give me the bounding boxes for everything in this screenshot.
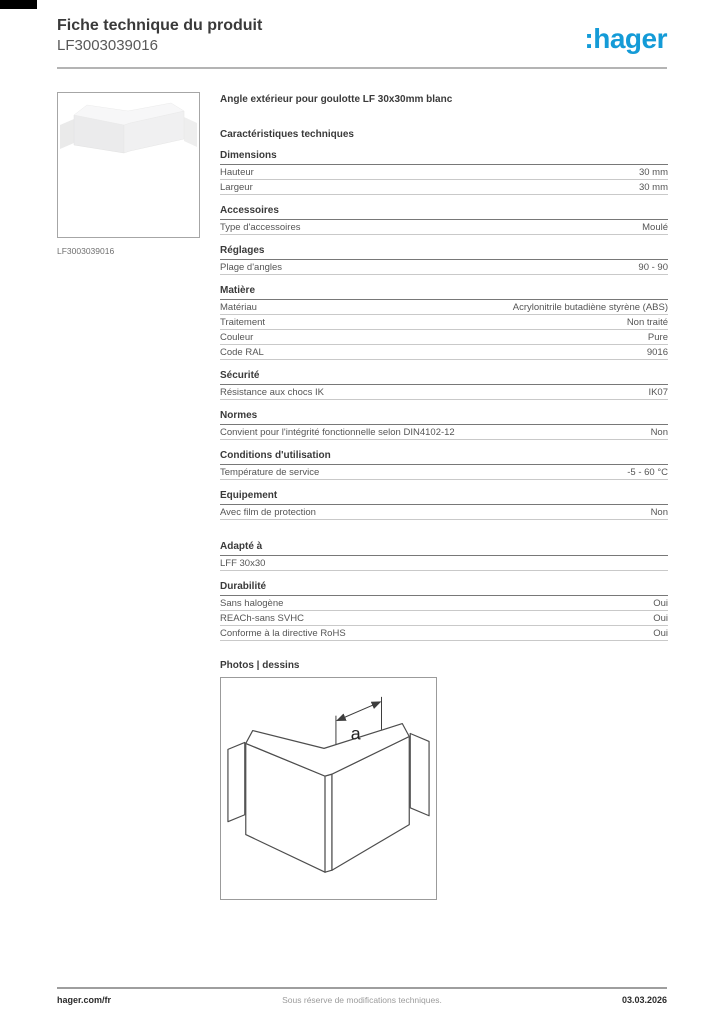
product-image-column [57,92,205,256]
spec-section-rows [220,385,668,400]
spec-section-title: Durabilité [220,581,668,596]
header-divider [57,67,667,69]
spec-row-value: 30 mm [638,166,668,178]
spec-row [220,330,668,345]
spec-row [220,505,668,520]
spec-row-label: Avec film de protection [220,506,316,518]
photos-heading: Photos | dessins [220,660,300,671]
spec-row-label: Traitement [220,316,266,328]
spec-section-rows [220,220,668,235]
spec-row [220,556,668,571]
product-name: Angle extérieur pour goulotte LF 30x30mm blanc [220,94,453,105]
spec-row [220,315,668,330]
spec-row-label: Couleur [220,331,254,343]
spec-row-label: Sans halogène [220,597,284,609]
main-content [57,91,668,900]
spec-row [220,626,668,641]
spec-row-label: Plage d'angles [220,261,283,273]
spec-section [220,490,668,520]
spec-row-value: 9016 [646,346,668,358]
spec-section [220,541,668,571]
spec-row-value: Oui [653,612,668,624]
spec-row-label: Matériau [220,301,257,313]
spec-row [220,425,668,440]
spec-section [220,245,668,275]
page-corner-mark [0,0,37,9]
spec-row-value: Non [650,506,668,518]
spec-row [220,300,668,315]
spec-row [220,260,668,275]
spec-section [220,370,668,400]
spec-row-value: -5 - 60 °C [627,466,668,478]
spec-row-label: Température de service [220,466,320,478]
spec-row [220,465,668,480]
technical-drawing-render [221,678,436,899]
spec-section-rows [220,300,668,360]
technical-drawing [220,677,437,900]
spec-row [220,596,668,611]
hager-logo: :hager [584,23,667,54]
spec-row-label: Conforme à la directive RoHS [220,627,346,639]
spec-section [220,581,668,641]
spec-section-title: Dimensions [220,150,668,165]
spec-row-value: IK07 [648,386,668,398]
spec-row-label: Hauteur [220,166,254,178]
spec-heading: Caractéristiques techniques [220,129,354,140]
spec-sections [220,150,668,641]
spec-row-value: Pure [647,331,668,343]
page-title: Fiche technique du produit [57,17,263,34]
spec-row-value: Non traité [626,316,668,328]
spec-row-value: Oui [653,597,668,609]
spec-row [220,180,668,195]
spec-section [220,410,668,440]
spec-section [220,450,668,480]
spec-row-label: Largeur [220,181,253,193]
spec-section-title: Equipement [220,490,668,505]
spec-section [220,150,668,195]
spec-section [220,285,668,360]
spec-section-rows [220,465,668,480]
spec-row-label: Type d'accessoires [220,221,301,233]
product-photo-caption: LF3003039016 [57,246,115,256]
spec-section-rows [220,505,668,520]
spec-row-label: REACh-sans SVHC [220,612,304,624]
spec-row-value: Oui [653,627,668,639]
spec-row-value: 90 - 90 [638,261,668,273]
page-header [57,17,667,55]
spec-column [220,91,668,900]
product-reference: LF3003039016 [57,37,158,55]
spec-row-label: Résistance aux chocs IK [220,386,325,398]
footer-website-link[interactable]: hager.com/fr [57,995,112,1005]
spec-row-label: Code RAL [220,346,264,358]
spec-row-value: 30 mm [638,181,668,193]
spec-row [220,220,668,235]
spec-section-rows [220,556,668,571]
spec-row [220,345,668,360]
spec-section-title: Sécurité [220,370,668,385]
spec-row-value: Acrylonitrile butadiène styrène (ABS) [512,301,668,313]
spec-section [220,205,668,235]
spec-section-rows [220,596,668,641]
product-photo [57,92,200,238]
spec-section-rows [220,425,668,440]
spec-row-value: Non [650,426,668,438]
spec-row-label: LFF 30x30 [220,557,266,569]
spec-section-rows [220,260,668,275]
dimension-label: a [350,723,361,744]
spec-row [220,385,668,400]
footer-disclaimer: Sous réserve de modifications techniques. [282,995,442,1005]
page-footer [57,987,667,1005]
spec-section-rows [220,165,668,195]
spec-row [220,165,668,180]
footer-divider [57,987,667,989]
spec-section-title: Accessoires [220,205,668,220]
spec-section-title: Conditions d'utilisation [220,450,668,465]
spec-section-title: Réglages [220,245,668,260]
spec-section-title: Adapté à [220,541,668,556]
product-photo-render [58,93,199,237]
spec-row-value: Moulé [642,221,668,233]
spec-section-title: Matière [220,285,668,300]
spec-row [220,611,668,626]
footer-date: 03.03.2026 [621,995,667,1005]
spec-row-label: Convient pour l'intégrité fonctionnelle selon DIN4102-12 [220,426,455,438]
spec-section-title: Normes [220,410,668,425]
